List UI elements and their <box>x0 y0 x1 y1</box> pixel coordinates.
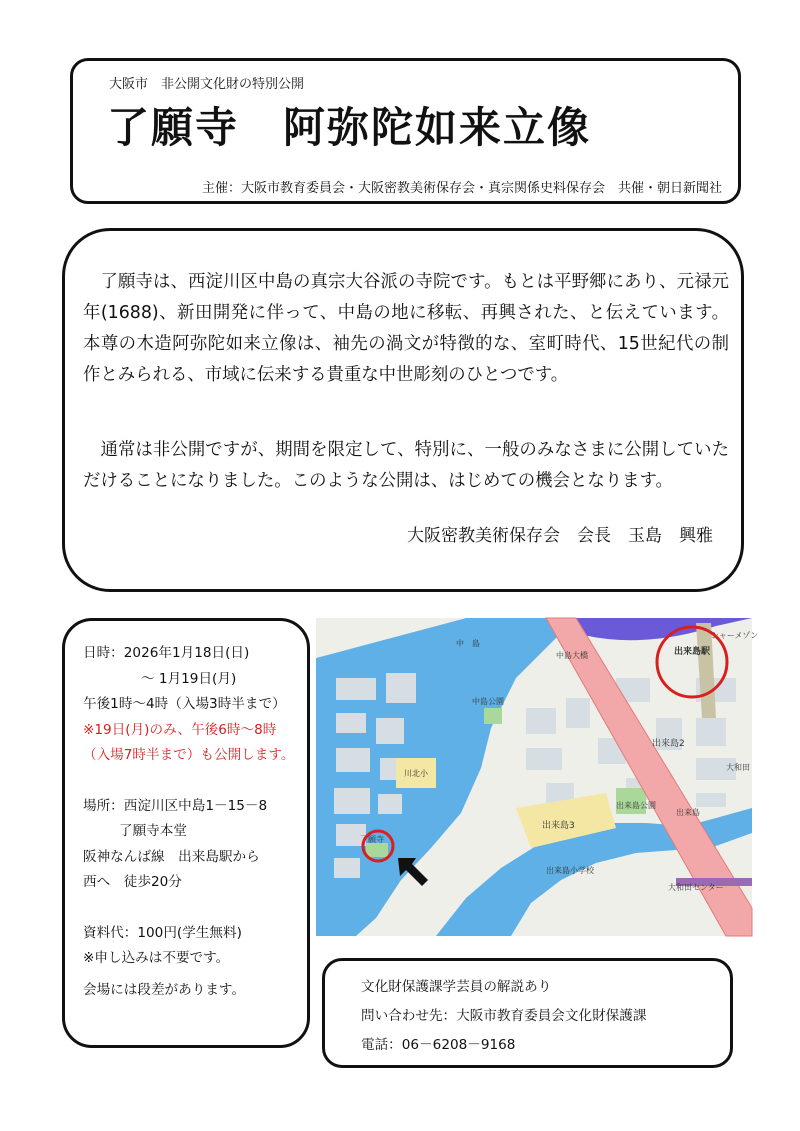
intro-paragraph-2-text: 通常は非公開ですが、期間を限定して、特別に、一般のみなさまに公開していただけることになりました。このような公開は、はじめての機会となります。 <box>83 440 729 491</box>
map-label-dekijima-park: 出来島公園 <box>616 801 656 810</box>
step-notice: 会場には段差があります。 <box>83 981 246 998</box>
access-line-2: 西へ 徒歩20分 <box>83 874 182 890</box>
map-label-dekijima-fire: 出来島 <box>676 808 700 817</box>
map-label-taiwa-center: 大和田センター <box>668 883 724 892</box>
map-label-kawakita: 川北小 <box>404 769 428 778</box>
map-label-dekijima-station: 出来島駅 <box>674 647 711 657</box>
map-park-ryoganji <box>366 843 388 857</box>
no-application-line: ※申し込みは不要です。 <box>83 950 230 966</box>
location-map <box>316 618 759 936</box>
intro-box <box>62 228 744 592</box>
inquiry-line: 問い合わせ先：大阪市教育委員会文化財保護課 <box>361 1008 647 1024</box>
map-label-dekijima3: 出来島3 <box>542 821 575 831</box>
map-svg <box>316 618 759 936</box>
phone-line: 電話：06－6208－9168 <box>361 1037 516 1053</box>
intro-paragraph-1-text: 了願寺は、西淀川区中島の真宗大谷派の寺院です。もとは平野郷にあり、元禄元年(1688)、新田開発に伴って、中島の地に移転、再興された、と伝えています。本尊の木造阿弥陀如来立像は、袖先の渦文が特徴的な、室町時代、15世紀代の制作とみられる、市域に伝来する貴重な中世彫刻のひとつです。 <box>83 272 729 385</box>
map-label-dekijima2: 出来島2 <box>652 739 685 749</box>
map-label-ryoganji: 了願寺 <box>360 835 384 844</box>
map-label-dekijima-school: 出来島小学校 <box>546 866 594 875</box>
map-label-nakajima-park: 中島公園 <box>472 697 504 706</box>
place-line-2: 了願寺本堂 <box>119 823 187 839</box>
fee-line: 資料代：100円(学生無料) <box>83 924 242 941</box>
organizers: 主催：大阪市教育委員会・大阪密教美術保存会・真宗関係史料保存会 共催・朝日新聞社 <box>201 181 722 196</box>
contact-box <box>322 958 733 1068</box>
map-label-nakajima-ohashi: 中島大橋 <box>556 651 588 660</box>
intro-paragraph-1 <box>83 267 729 391</box>
info-box <box>62 618 310 1048</box>
map-label-nakajima: 中 島 <box>456 639 480 648</box>
date-line-1: 日時：2026年1月18日(日) <box>83 645 250 661</box>
title-box <box>70 58 741 204</box>
date-line-2: ～ 1月19日(月) <box>141 670 237 687</box>
access-line-1: 阪神なんば線 出来島駅から <box>83 848 260 865</box>
map-label-sheimaa: シャーメゾン <box>711 631 759 640</box>
map-label-taiwa: 大和田 <box>726 763 750 772</box>
page-title: 了願寺 阿弥陀如来立像 <box>107 103 592 152</box>
evening-note-1: ※19日(月)のみ、午後6時～8時 <box>83 721 277 738</box>
evening-note-2: （入場7時半まで）も公開します。 <box>83 747 295 763</box>
place-line-1: 場所：西淀川区中島1－15－8 <box>83 797 268 814</box>
event-subtitle: 大阪市 非公開文化財の特別公開 <box>109 77 305 92</box>
time-line: 午後1時～4時（入場3時半まで） <box>83 696 286 712</box>
map-park-nakajima <box>484 708 502 724</box>
intro-paragraph-2 <box>83 435 729 497</box>
signature: 大阪密教美術保存会 会長 玉島 興雅 <box>407 526 713 546</box>
lecture-line: 文化財保護課学芸員の解説あり <box>361 979 552 995</box>
